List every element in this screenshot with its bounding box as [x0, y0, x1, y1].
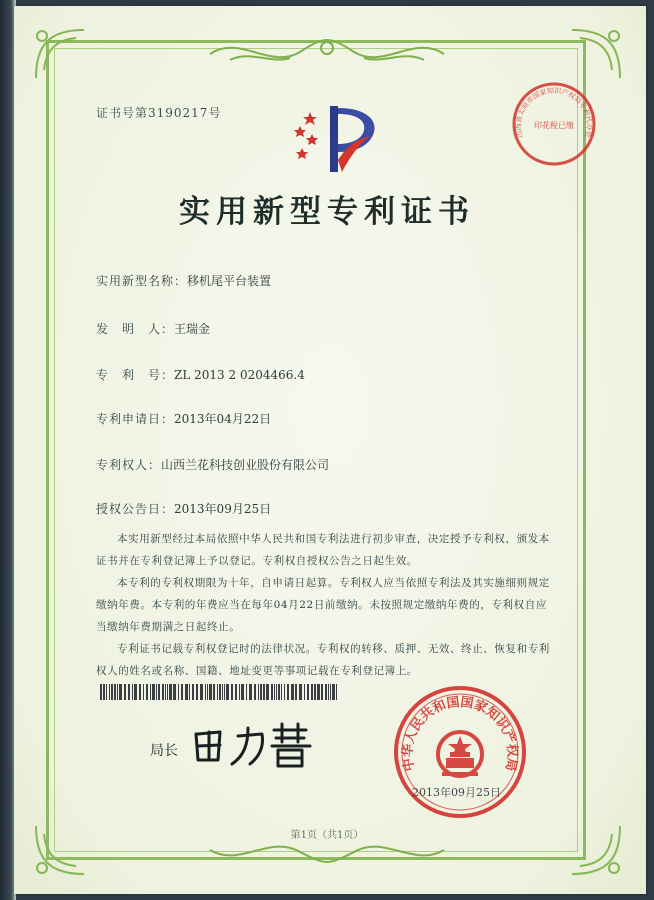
- field-value: 王瑞金: [174, 322, 211, 336]
- barcode-bar: [152, 684, 155, 700]
- stamp-arc-text: 山西省太原市国家知识产权局专利代办处: [514, 86, 594, 139]
- field-value: ZL 2013 2 0204466.4: [174, 368, 305, 382]
- field-value: 山西兰花科技创业股份有限公司: [161, 458, 330, 472]
- field-inventor: [96, 320, 210, 337]
- barcode-bar: [143, 684, 144, 700]
- barcode-bar: [284, 684, 285, 700]
- body-paragraph: 本实用新型经过本局依照中华人民共和国专利法进行初步审查，决定授予专利权，颁发本证书并在专利登记簿上予以登记。专利权自授权公告之日起生效。: [96, 533, 550, 567]
- barcode-bar: [299, 684, 302, 700]
- barcode-bar: [119, 684, 122, 700]
- barcode-bar: [196, 684, 198, 700]
- body-paragraph: 专利证书记载专利权登记时的法律状况。专利权的转移、质押、无效、终止、恢复和专利权人的姓名或名称、国籍、地址变更等事项记载在专利登记簿上。: [96, 643, 550, 677]
- seal-date: 2013年09月25日: [412, 786, 501, 799]
- barcode-bar: [128, 684, 130, 700]
- barcode-bar: [336, 684, 337, 700]
- field-label: 发 明 人：: [96, 322, 175, 336]
- barcode-bar: [321, 684, 323, 700]
- barcode-bar: [217, 684, 218, 700]
- certificate-number: 证书号第3190217号: [96, 106, 222, 120]
- barcode-bar: [189, 684, 190, 700]
- barcode-bar: [222, 684, 223, 700]
- barcode-bar: [330, 684, 331, 700]
- barcode-bar: [304, 684, 305, 700]
- corner-ornament-tl: [30, 24, 90, 84]
- field-value: 2013年04月22日: [174, 412, 272, 426]
- barcode-bar: [317, 684, 320, 700]
- page-title: 实用新型专利证书: [179, 194, 475, 230]
- field-value: 移机尾平台装置: [187, 274, 272, 288]
- barcode-bar: [192, 684, 194, 700]
- field-value: 2013年09月25日: [174, 502, 272, 516]
- barcode-bar: [287, 684, 289, 700]
- barcode-bar: [239, 684, 240, 700]
- barcode-bar: [158, 684, 160, 700]
- logo-p-shape: [330, 106, 338, 172]
- field-patent-number: [96, 366, 305, 383]
- barcode-bar: [150, 684, 151, 700]
- barcode-bar: [111, 684, 113, 700]
- barcode-bar: [235, 684, 237, 700]
- barcode-bar: [271, 684, 273, 700]
- barcode-bar: [124, 684, 126, 700]
- barcode-bar: [134, 684, 137, 700]
- barcode-bar: [205, 684, 206, 700]
- director-title: 局长: [150, 743, 178, 759]
- barcode-bar: [165, 684, 166, 700]
- barcode-bar: [258, 684, 259, 700]
- barcode-bar: [291, 684, 294, 700]
- barcode-bar: [325, 684, 327, 700]
- barcode-bar: [209, 684, 212, 700]
- barcode-bar: [139, 684, 141, 700]
- barcode-bar: [173, 684, 176, 700]
- barcode-bar: [295, 684, 297, 700]
- barcode-bar: [276, 684, 277, 700]
- field-label: 实用新型名称：: [96, 274, 188, 288]
- barcode-bar: [100, 684, 102, 700]
- barcode-bar: [224, 684, 225, 700]
- barcode-bar: [181, 684, 183, 700]
- barcode-bar: [274, 684, 275, 700]
- field-utility-name: [96, 272, 271, 289]
- barcode-bar: [314, 684, 316, 700]
- barcode-bar: [213, 684, 215, 700]
- field-label: 授权公告日：: [96, 502, 175, 516]
- barcode-bar: [332, 684, 335, 700]
- barcode-bar: [266, 684, 269, 700]
- barcode-bar: [249, 684, 252, 700]
- field-filing-date: [96, 410, 271, 427]
- tax-paid-stamp: [510, 80, 598, 168]
- bottom-ornament: [200, 838, 454, 868]
- barcode-bar: [109, 684, 110, 700]
- logo-star: [294, 126, 306, 137]
- barcode-bar: [169, 684, 172, 700]
- national-emblem-icon: [438, 732, 482, 776]
- barcode-bar: [263, 684, 265, 700]
- barcode-bar: [281, 684, 282, 700]
- logo-star: [296, 148, 308, 159]
- barcode-bar: [167, 684, 168, 700]
- field-patentee: [96, 456, 329, 473]
- logo-star: [303, 112, 317, 125]
- field-label: 专 利 号：: [96, 368, 175, 382]
- barcode-bar: [146, 684, 148, 700]
- barcode-bar: [200, 684, 203, 700]
- certificate-body: [96, 528, 556, 682]
- barcode-bar: [278, 684, 280, 700]
- field-label: 专利申请日：: [96, 412, 175, 426]
- patent-office-logo: [290, 100, 390, 180]
- barcode-bar: [219, 684, 221, 700]
- field-grant-date: [96, 500, 271, 517]
- seal-arc-text: 中华人民共和国国家知识产权局: [400, 694, 520, 773]
- stamp-inner-text: 印花税已缴: [534, 121, 574, 130]
- corner-ornament-tr: [566, 24, 626, 84]
- barcode-bar: [114, 684, 116, 700]
- barcode-bar: [246, 684, 247, 700]
- body-paragraph: 本专利的专利权期限为十年，自申请日起算。专利权人应当依照专利法及其实施细则规定缴纳年费。本专利的年费应当在每年04月22日前缴纳。未按照规定缴纳年费的，专利权自应当缴纳年费期满之日起终止。: [96, 577, 550, 633]
- barcode-bar: [185, 684, 188, 700]
- barcode-bar: [254, 684, 256, 700]
- barcode: [100, 684, 340, 700]
- barcode-bar: [241, 684, 244, 700]
- barcode-bar: [207, 684, 208, 700]
- field-label: 专利权人：: [96, 458, 162, 472]
- director-signature: [190, 720, 320, 770]
- barcode-bar: [103, 684, 105, 700]
- barcode-bar: [106, 684, 107, 700]
- barcode-bar: [260, 684, 262, 700]
- barcode-bar: [162, 684, 164, 700]
- logo-star: [306, 134, 318, 145]
- barcode-bar: [328, 684, 329, 700]
- barcode-bar: [178, 684, 179, 700]
- barcode-bar: [132, 684, 133, 700]
- barcode-bar: [156, 684, 157, 700]
- barcode-bar: [226, 684, 229, 700]
- page-number: 第1页（共1页）: [290, 830, 364, 841]
- barcode-bar: [311, 684, 313, 700]
- barcode-bar: [117, 684, 118, 700]
- barcode-bar: [231, 684, 233, 700]
- top-ornament: [200, 34, 454, 74]
- barcode-bar: [307, 684, 309, 700]
